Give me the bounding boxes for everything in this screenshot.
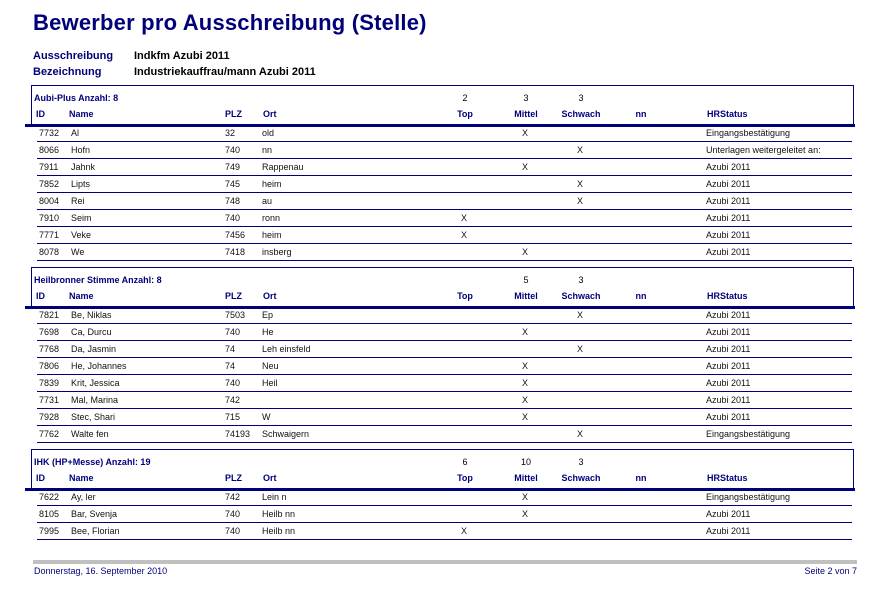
- cell-plz: 749: [225, 162, 241, 172]
- footer-divider: [33, 560, 857, 564]
- table-row[interactable]: [37, 506, 852, 523]
- column-header-name: Name: [69, 291, 94, 301]
- column-header-nn: nn: [635, 473, 647, 483]
- cell-id: 7911: [39, 162, 59, 172]
- cell-ort: Heilb nn: [262, 509, 296, 519]
- cell-status: Unterlagen weitergeleitet an:: [706, 145, 821, 155]
- cell-name: We: [71, 247, 85, 257]
- cell-plz: 32: [225, 128, 236, 138]
- rating-mark-mittel: X: [521, 327, 528, 337]
- rating-mark-mittel: X: [521, 361, 528, 371]
- cell-ort: ronn: [262, 213, 281, 223]
- cell-id: 7821: [39, 310, 60, 320]
- rating-mark-mittel: X: [521, 128, 528, 138]
- cell-id: 7622: [39, 492, 60, 502]
- column-header-plz: PLZ: [225, 291, 242, 301]
- column-header-mittel: Mittel: [514, 291, 538, 301]
- cell-ort: insberg: [262, 247, 292, 257]
- column-header-name: Name: [69, 473, 94, 483]
- ausschreibung-label: Ausschreibung: [33, 50, 114, 62]
- cell-name: Bar, Svenja: [71, 509, 118, 519]
- table-row[interactable]: [37, 375, 852, 392]
- cell-ort: nn: [262, 145, 273, 155]
- cell-plz: 740: [225, 145, 241, 155]
- cell-name: Stec, Shari: [71, 412, 116, 422]
- cell-id: 8105: [39, 509, 60, 519]
- column-header-schwach: Schwach: [561, 109, 601, 119]
- cell-plz: 740: [225, 213, 241, 223]
- count-top: 2: [462, 93, 468, 103]
- rating-mark-schwach: X: [576, 344, 583, 354]
- cell-id: 7768: [39, 344, 60, 354]
- rating-mark-mittel: X: [521, 412, 528, 422]
- cell-status: Azubi 2011: [706, 247, 751, 257]
- column-header-plz: PLZ: [225, 109, 242, 119]
- section-title: IHK (HP+Messe) Anzahl: 19: [34, 457, 151, 467]
- report-title: Bewerber pro Ausschreibung (Stelle): [33, 10, 427, 35]
- cell-name: Bee, Florian: [71, 526, 120, 536]
- cell-id: 8066: [39, 145, 60, 155]
- column-header-schwach: Schwach: [561, 291, 601, 301]
- column-header-hrstatus: HRStatus: [707, 109, 748, 119]
- count-schwach: 3: [578, 457, 584, 467]
- count-top: 6: [462, 457, 468, 467]
- cell-name: Ca, Durcu: [71, 327, 112, 337]
- cell-id: 7995: [39, 526, 60, 536]
- count-schwach: 3: [578, 275, 584, 285]
- table-row[interactable]: [37, 324, 852, 341]
- cell-name: He, Johannes: [71, 361, 127, 371]
- cell-status: Azubi 2011: [706, 310, 751, 320]
- column-header-top: Top: [457, 473, 473, 483]
- column-header-ort: Ort: [263, 291, 277, 301]
- rating-mark-top: X: [460, 213, 467, 223]
- rating-mark-schwach: X: [576, 196, 583, 206]
- section-header: [31, 85, 854, 126]
- cell-ort: heim: [262, 179, 282, 189]
- column-header-ort: Ort: [263, 473, 277, 483]
- cell-ort: Rappenau: [262, 162, 304, 172]
- cell-status: Azubi 2011: [706, 327, 751, 337]
- cell-id: 7928: [39, 412, 60, 422]
- column-header-schwach: Schwach: [561, 473, 601, 483]
- column-header-mittel: Mittel: [514, 473, 538, 483]
- table-row[interactable]: [37, 307, 852, 324]
- cell-plz: 740: [225, 378, 241, 388]
- cell-ort: Neu: [262, 361, 279, 371]
- rating-mark-mittel: X: [521, 378, 528, 388]
- cell-ort: old: [262, 128, 275, 138]
- cell-name: Rei: [71, 196, 85, 206]
- cell-plz: 748: [225, 196, 241, 206]
- cell-ort: Ep: [262, 310, 274, 320]
- table-row[interactable]: [37, 244, 852, 261]
- cell-status: Eingangsbestätigung: [706, 429, 791, 439]
- table-row[interactable]: [37, 193, 852, 210]
- cell-status: Azubi 2011: [706, 344, 751, 354]
- cell-ort: W: [262, 412, 271, 422]
- cell-name: Veke: [71, 230, 92, 240]
- table-row[interactable]: [37, 142, 852, 159]
- cell-ort: Leh einsfeld: [262, 344, 311, 354]
- column-header-id: ID: [36, 109, 45, 119]
- cell-name: Seim: [71, 213, 92, 223]
- table-row[interactable]: [37, 176, 852, 193]
- cell-ort: Lein n: [262, 492, 287, 502]
- rating-mark-mittel: X: [521, 162, 528, 172]
- rating-mark-mittel: X: [521, 492, 528, 502]
- column-header-top: Top: [457, 109, 473, 119]
- cell-plz: 7418: [225, 247, 246, 257]
- cell-name: Al: [71, 128, 80, 138]
- cell-name: Krit, Jessica: [71, 378, 120, 388]
- cell-status: Azubi 2011: [706, 196, 751, 206]
- table-row[interactable]: [37, 210, 852, 227]
- column-header-plz: PLZ: [225, 473, 242, 483]
- cell-plz: 742: [225, 492, 241, 502]
- cell-plz: 7456: [225, 230, 246, 240]
- rating-mark-top: X: [460, 526, 467, 536]
- cell-name: Ay, ler: [71, 492, 96, 502]
- table-row[interactable]: [37, 227, 852, 244]
- column-header-hrstatus: HRStatus: [707, 473, 748, 483]
- table-row[interactable]: [37, 489, 852, 506]
- cell-ort: He: [262, 327, 274, 337]
- column-header-hrstatus: HRStatus: [707, 291, 748, 301]
- cell-plz: 740: [225, 526, 241, 536]
- cell-status: Azubi 2011: [706, 213, 751, 223]
- table-row[interactable]: [37, 392, 852, 409]
- cell-plz: 74: [225, 361, 236, 371]
- cell-name: Mal, Marina: [71, 395, 119, 405]
- cell-id: 7910: [39, 213, 60, 223]
- rating-mark-mittel: X: [521, 247, 528, 257]
- table-row[interactable]: [37, 341, 852, 358]
- section-title: Aubi-Plus Anzahl: 8: [34, 93, 119, 103]
- ausschreibung-value: Indkfm Azubi 2011: [134, 50, 230, 62]
- cell-ort: heim: [262, 230, 282, 240]
- count-mittel: 10: [520, 457, 531, 467]
- cell-id: 7762: [39, 429, 60, 439]
- cell-id: 7806: [39, 361, 60, 371]
- rating-mark-schwach: X: [576, 145, 583, 155]
- cell-id: 7731: [39, 395, 60, 405]
- section-title: Heilbronner Stimme Anzahl: 8: [34, 275, 162, 285]
- column-header-name: Name: [69, 109, 94, 119]
- cell-name: Jahnk: [71, 162, 96, 172]
- cell-plz: 740: [225, 509, 241, 519]
- count-mittel: 5: [523, 275, 529, 285]
- cell-id: 8004: [39, 196, 60, 206]
- table-row[interactable]: [37, 409, 852, 426]
- rating-mark-mittel: X: [521, 395, 528, 405]
- column-header-id: ID: [36, 291, 45, 301]
- cell-status: Azubi 2011: [706, 526, 751, 536]
- bezeichnung-label: Bezeichnung: [33, 66, 102, 78]
- cell-plz: 7503: [225, 310, 246, 320]
- cell-name: Walte fen: [71, 429, 109, 439]
- cell-ort: Heilb nn: [262, 526, 296, 536]
- column-header-ort: Ort: [263, 109, 277, 119]
- cell-id: 8078: [39, 247, 60, 257]
- cell-status: Eingangsbestätigung: [706, 492, 791, 502]
- cell-ort: Schwaigern: [262, 429, 310, 439]
- cell-plz: 74: [225, 344, 236, 354]
- cell-status: Azubi 2011: [706, 412, 751, 422]
- table-row[interactable]: [37, 523, 852, 540]
- table-row[interactable]: [37, 125, 852, 142]
- column-header-nn: nn: [635, 109, 647, 119]
- cell-id: 7771: [39, 230, 60, 240]
- footer-page-number: Seite 2 von 7: [804, 566, 857, 576]
- table-row[interactable]: [37, 426, 852, 443]
- cell-name: Be, Niklas: [71, 310, 112, 320]
- cell-id: 7852: [39, 179, 60, 189]
- rating-mark-mittel: X: [521, 509, 528, 519]
- count-schwach: 3: [578, 93, 584, 103]
- section-header: [31, 449, 854, 490]
- rating-mark-schwach: X: [576, 310, 583, 320]
- cell-status: Azubi 2011: [706, 395, 751, 405]
- cell-ort: au: [262, 196, 273, 206]
- column-header-id: ID: [36, 473, 45, 483]
- footer-date: Donnerstag, 16. September 2010: [34, 566, 168, 576]
- bezeichnung-value: Industriekauffrau/mann Azubi 2011: [134, 66, 316, 78]
- column-header-nn: nn: [635, 291, 647, 301]
- column-header-top: Top: [457, 291, 473, 301]
- cell-status: Azubi 2011: [706, 509, 751, 519]
- cell-plz: 745: [225, 179, 241, 189]
- cell-status: Azubi 2011: [706, 179, 751, 189]
- cell-ort: Heil: [262, 378, 278, 388]
- cell-id: 7839: [39, 378, 60, 388]
- column-header-mittel: Mittel: [514, 109, 538, 119]
- cell-id: 7732: [39, 128, 60, 138]
- cell-name: Hofn: [71, 145, 91, 155]
- count-mittel: 3: [523, 93, 529, 103]
- cell-status: Azubi 2011: [706, 361, 751, 371]
- rating-mark-schwach: X: [576, 179, 583, 189]
- cell-name: Lipts: [71, 179, 91, 189]
- section-header: [31, 267, 854, 308]
- cell-id: 7698: [39, 327, 60, 337]
- rating-mark-top: X: [460, 230, 467, 240]
- cell-status: Azubi 2011: [706, 230, 751, 240]
- cell-status: Azubi 2011: [706, 378, 751, 388]
- cell-name: Da, Jasmin: [71, 344, 117, 354]
- table-row[interactable]: [37, 159, 852, 176]
- table-row[interactable]: [37, 358, 852, 375]
- rating-mark-schwach: X: [576, 429, 583, 439]
- cell-plz: 74193: [225, 429, 251, 439]
- cell-plz: 740: [225, 327, 241, 337]
- cell-plz: 715: [225, 412, 241, 422]
- cell-status: Azubi 2011: [706, 162, 751, 172]
- cell-status: Eingangsbestätigung: [706, 128, 791, 138]
- cell-plz: 742: [225, 395, 241, 405]
